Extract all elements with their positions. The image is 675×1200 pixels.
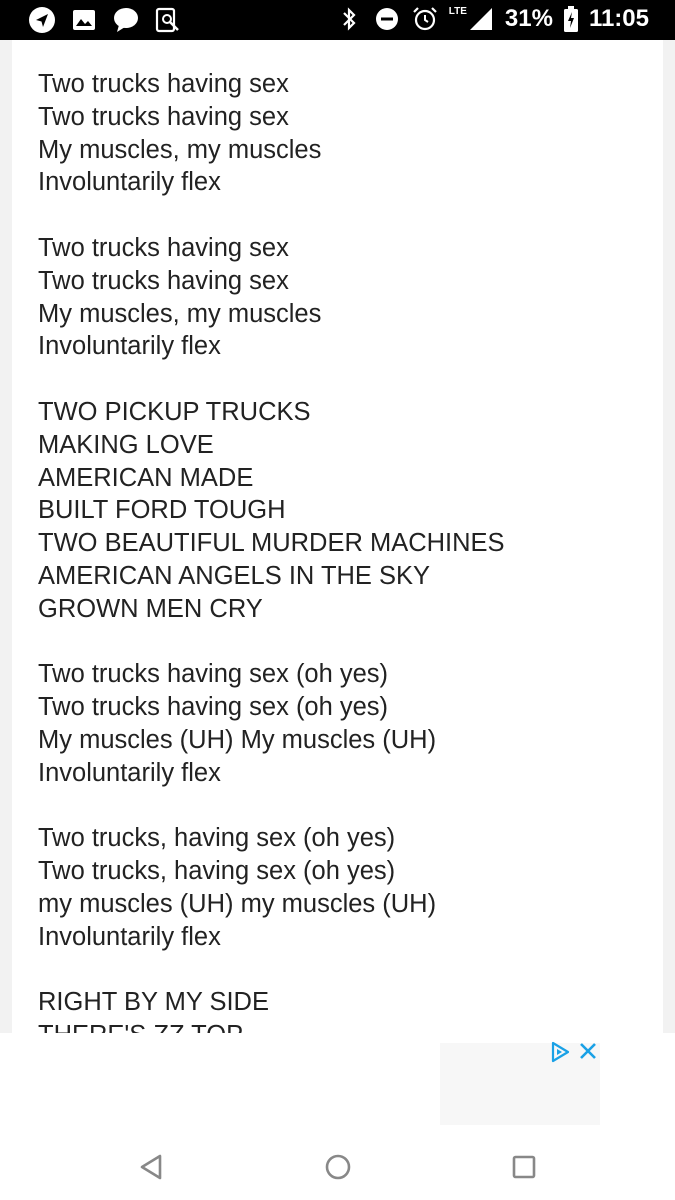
- lyrics-stanza: [38, 232, 505, 363]
- lyrics-line: My muscles, my muscles: [38, 299, 322, 328]
- lyrics-stanza: [38, 822, 505, 953]
- lyrics-stanza: [38, 658, 505, 789]
- ad-banner[interactable]: [0, 1033, 675, 1135]
- lyrics-line: My muscles (UH) My muscles (UH): [38, 725, 437, 754]
- navigation-bar: [0, 1135, 675, 1200]
- lyrics-line: AMERICAN MADE: [38, 463, 254, 492]
- system-status: [335, 5, 649, 33]
- lyrics-text: [38, 68, 505, 1085]
- lyrics-line: Involuntarily flex: [38, 168, 221, 197]
- clock: 11:05: [588, 5, 649, 32]
- home-icon[interactable]: [318, 1147, 358, 1187]
- alarm-icon: [411, 5, 439, 33]
- lyrics-line: My muscles, my muscles: [38, 135, 322, 164]
- recents-icon[interactable]: [504, 1147, 544, 1187]
- page-background: [0, 40, 675, 1033]
- lyrics-stanza: [38, 396, 505, 626]
- lyrics-line: AMERICAN ANGELS IN THE SKY: [38, 561, 431, 590]
- lyrics-line: Two trucks having sex (oh yes): [38, 693, 389, 722]
- lyrics-line: GROWN MEN CRY: [38, 594, 263, 623]
- status-bar: [0, 0, 675, 40]
- battery-charging-icon: [563, 5, 579, 33]
- lyrics-line: Two trucks having sex: [38, 233, 289, 262]
- do-not-disturb-icon: [373, 5, 401, 33]
- lyrics-line: Involuntarily flex: [38, 332, 221, 361]
- lyrics-line: TWO PICKUP TRUCKS: [38, 397, 311, 426]
- network-type: LTE: [448, 5, 467, 17]
- adchoices-icon[interactable]: [549, 1041, 571, 1063]
- close-icon[interactable]: [577, 1040, 599, 1062]
- lyrics-line: TWO BEAUTIFUL MURDER MACHINES: [38, 529, 505, 558]
- signal-icon: [467, 5, 495, 33]
- back-icon[interactable]: [132, 1147, 172, 1187]
- lyrics-line: Two trucks having sex: [38, 266, 289, 295]
- lyrics-line: RIGHT BY MY SIDE: [38, 988, 269, 1017]
- lyrics-line: Two trucks having sex: [38, 102, 289, 131]
- notification-icons: [28, 6, 182, 34]
- photo-icon: [70, 6, 98, 34]
- lyrics-line: Two trucks having sex: [38, 70, 289, 98]
- lyrics-line: Involuntarily flex: [38, 922, 221, 951]
- lyrics-line: Two trucks having sex (oh yes): [38, 660, 389, 689]
- ad-placeholder: [440, 1043, 600, 1125]
- content-card[interactable]: [12, 40, 663, 1033]
- screenshot-search-icon: [154, 6, 182, 34]
- battery-percent: 31%: [504, 5, 553, 32]
- lyrics-line: Involuntarily flex: [38, 758, 221, 787]
- chat-icon: [112, 6, 140, 34]
- lyrics-line: my muscles (UH) my muscles (UH): [38, 889, 437, 918]
- bluetooth-icon: [335, 5, 363, 33]
- lyrics-line: Two trucks, having sex (oh yes): [38, 824, 396, 853]
- lyrics-line: MAKING LOVE: [38, 430, 214, 459]
- lyrics-line: BUILT FORD TOUGH: [38, 496, 286, 525]
- lyrics-line: Two trucks, having sex (oh yes): [38, 857, 396, 886]
- lyrics-stanza: [38, 68, 505, 199]
- navigation-icon: [28, 6, 56, 34]
